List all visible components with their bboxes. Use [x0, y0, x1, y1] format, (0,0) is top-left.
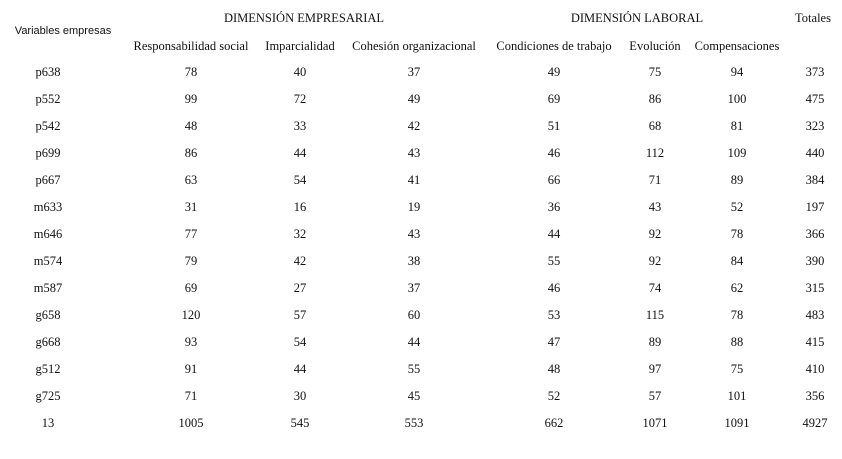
table-cell: 43	[407, 227, 421, 241]
group-header-totales: Totales	[795, 11, 831, 25]
table-cell: 52	[730, 200, 744, 214]
table-cell: 55	[407, 362, 421, 376]
table-cell: 43	[648, 200, 662, 214]
row-label: m587	[33, 281, 63, 295]
table-cell: 36	[547, 200, 561, 214]
table-cell: 16	[293, 200, 307, 214]
table-cell: 120	[181, 308, 201, 322]
table-cell: 40	[293, 65, 307, 79]
table-cell: 75	[730, 362, 744, 376]
table-cell: 60	[407, 308, 421, 322]
table-cell: 41	[407, 173, 421, 187]
table-cell: 71	[184, 389, 198, 403]
table-cell: 79	[184, 254, 198, 268]
table-cell: 475	[805, 92, 825, 106]
table-cell: 30	[293, 389, 307, 403]
table-cell: 57	[293, 308, 307, 322]
row-label: p699	[35, 146, 61, 160]
table-cell: 415	[805, 335, 825, 349]
table-cell: 84	[730, 254, 744, 268]
table-cell: 44	[293, 146, 307, 160]
table-cell: 44	[293, 362, 307, 376]
table-cell: 1071	[642, 416, 668, 430]
group-header-laboral: DIMENSIÓN LABORAL	[570, 11, 704, 25]
row-label: g512	[35, 362, 61, 376]
row-label: g725	[35, 389, 61, 403]
table-cell: 47	[547, 335, 561, 349]
table-cell: 91	[184, 362, 198, 376]
table-cell: 356	[805, 389, 825, 403]
table-cell: 112	[645, 146, 665, 160]
table-cell: 37	[407, 281, 421, 295]
table-cell: 93	[184, 335, 198, 349]
table-cell: 46	[547, 281, 561, 295]
table-cell: 97	[648, 362, 662, 376]
table-cell: 32	[293, 227, 307, 241]
row-label: 13	[41, 416, 55, 430]
table-cell: 662	[544, 416, 564, 430]
table-cell: 78	[730, 227, 744, 241]
table-cell: 42	[407, 119, 421, 133]
table-cell: 48	[547, 362, 561, 376]
table-cell: 86	[648, 92, 662, 106]
table-cell: 54	[293, 335, 307, 349]
row-label: p552	[35, 92, 61, 106]
table-cell: 69	[547, 92, 561, 106]
table-cell: 45	[407, 389, 421, 403]
table-cell: 44	[547, 227, 561, 241]
table-cell: 55	[547, 254, 561, 268]
row-label: p638	[35, 65, 61, 79]
table-cell: 89	[648, 335, 662, 349]
row-label: p542	[35, 119, 61, 133]
column-header: Imparcialidad	[265, 39, 335, 53]
table-cell: 62	[730, 281, 744, 295]
group-header-empresarial: DIMENSIÓN EMPRESARIAL	[223, 11, 385, 25]
column-header: Condiciones de trabajo	[496, 39, 612, 53]
table-cell: 197	[805, 200, 825, 214]
table-cell: 74	[648, 281, 662, 295]
table-cell: 99	[184, 92, 198, 106]
row-header: Variables empresas	[14, 25, 112, 37]
table-cell: 384	[805, 173, 825, 187]
column-header: Compensaciones	[694, 39, 780, 53]
row-label: g658	[35, 308, 61, 322]
table-cell: 19	[407, 200, 421, 214]
table-cell: 68	[648, 119, 662, 133]
table-cell: 57	[648, 389, 662, 403]
table-cell: 100	[727, 92, 747, 106]
table-cell: 49	[407, 92, 421, 106]
table-cell: 483	[805, 308, 825, 322]
table-cell: 72	[293, 92, 307, 106]
table-cell: 78	[184, 65, 198, 79]
table-cell: 115	[645, 308, 665, 322]
table-cell: 86	[184, 146, 198, 160]
table-cell: 46	[547, 146, 561, 160]
table-cell: 315	[805, 281, 825, 295]
table-cell: 48	[184, 119, 198, 133]
row-label: m646	[33, 227, 63, 241]
table-cell: 69	[184, 281, 198, 295]
table-cell: 373	[805, 65, 825, 79]
table-cell: 440	[805, 146, 825, 160]
table-cell: 42	[293, 254, 307, 268]
table-cell: 92	[648, 227, 662, 241]
table-cell: 77	[184, 227, 198, 241]
table-cell: 410	[805, 362, 825, 376]
table-cell: 88	[730, 335, 744, 349]
table-cell: 78	[730, 308, 744, 322]
table-cell: 553	[404, 416, 424, 430]
table-cell: 44	[407, 335, 421, 349]
table-cell: 63	[184, 173, 198, 187]
table-cell: 323	[805, 119, 825, 133]
table-cell: 366	[805, 227, 825, 241]
table-cell: 37	[407, 65, 421, 79]
table-cell: 545	[290, 416, 310, 430]
table-cell: 1005	[178, 416, 204, 430]
table-cell: 53	[547, 308, 561, 322]
table-cell: 101	[727, 389, 747, 403]
table-cell: 4927	[802, 416, 828, 430]
table-cell: 38	[407, 254, 421, 268]
table-cell: 109	[727, 146, 747, 160]
row-label: m574	[33, 254, 63, 268]
table-cell: 1091	[724, 416, 750, 430]
column-header: Responsabilidad social	[133, 39, 249, 53]
table-cell: 92	[648, 254, 662, 268]
row-label: g668	[35, 335, 61, 349]
row-label: m633	[33, 200, 63, 214]
column-header: Evolución	[629, 39, 681, 53]
table-cell: 390	[805, 254, 825, 268]
table-cell: 66	[547, 173, 561, 187]
table-cell: 49	[547, 65, 561, 79]
table-cell: 31	[184, 200, 198, 214]
table-cell: 94	[730, 65, 744, 79]
table-cell: 54	[293, 173, 307, 187]
table-cell: 89	[730, 173, 744, 187]
table-cell: 43	[407, 146, 421, 160]
row-label: p667	[35, 173, 61, 187]
table-cell: 33	[293, 119, 307, 133]
table-cell: 75	[648, 65, 662, 79]
table-cell: 52	[547, 389, 561, 403]
table-cell: 51	[547, 119, 561, 133]
table-cell: 27	[293, 281, 307, 295]
table-cell: 71	[648, 173, 662, 187]
table-cell: 81	[730, 119, 744, 133]
column-header: Cohesión organizacional	[352, 39, 476, 53]
